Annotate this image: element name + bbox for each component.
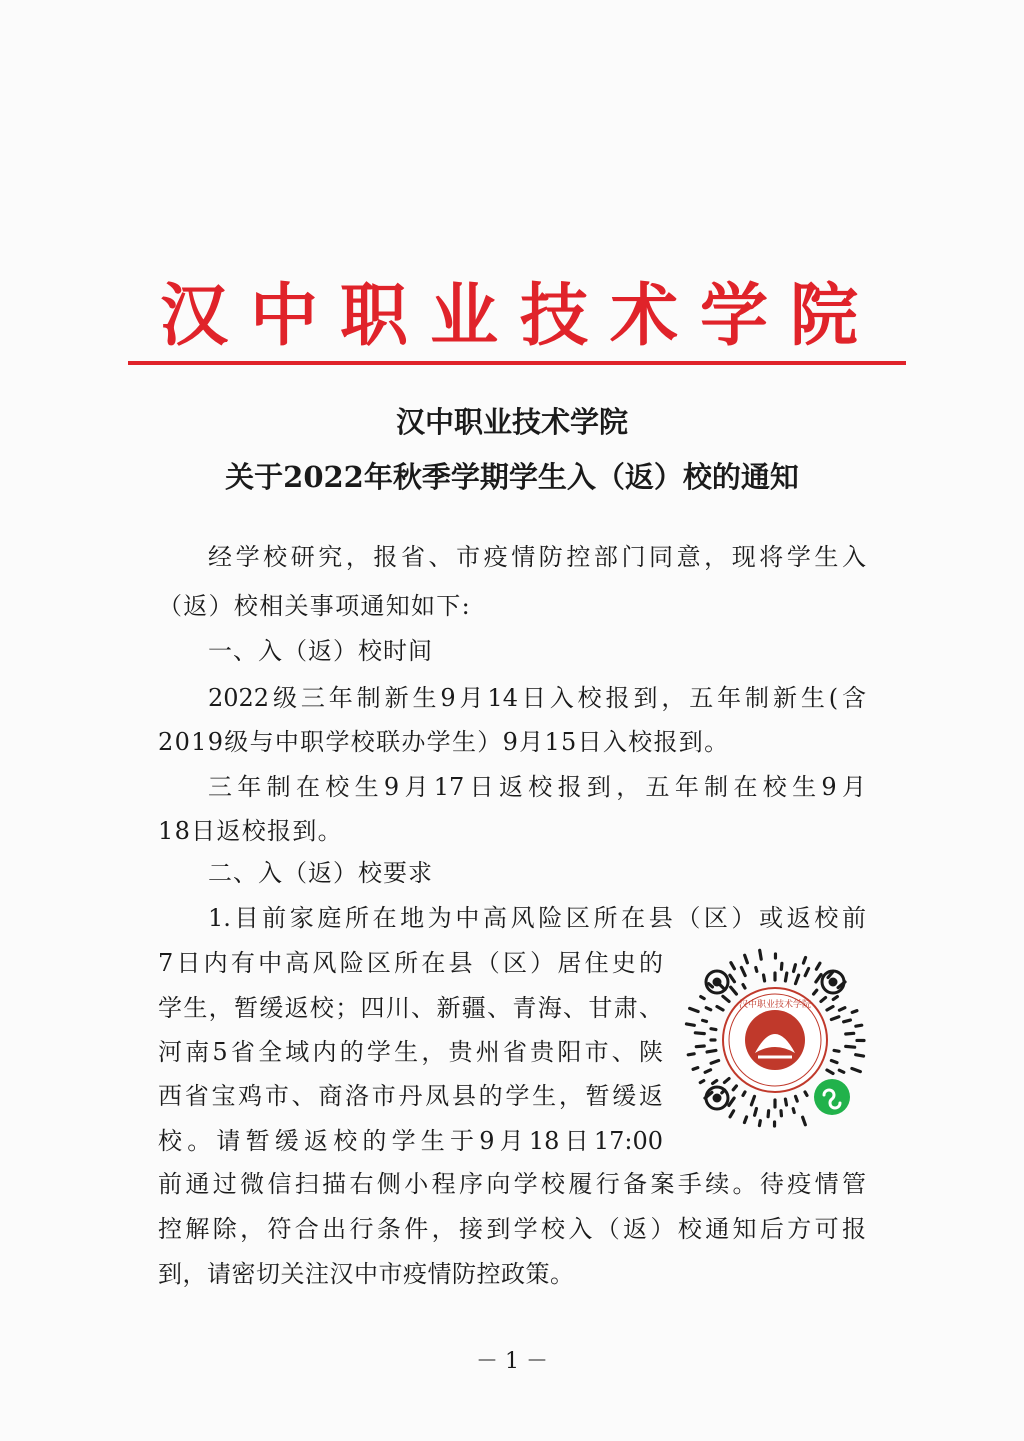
code-ray: [711, 1061, 719, 1064]
code-ray: [856, 1055, 864, 1056]
school-logo-text: 汉中职业技术学院: [738, 1000, 812, 1010]
wechat-miniprogram-icon: [814, 1079, 850, 1115]
page-number: － 1 －: [476, 1349, 548, 1374]
code-ray: [690, 1008, 698, 1011]
paragraph-line: 三年制在校生9月17日返校报到，五年制在校生9月: [208, 773, 866, 801]
code-ray: [703, 1020, 707, 1021]
code-ray: [693, 1068, 698, 1070]
code-ray: [701, 997, 704, 999]
code-ray: [793, 1109, 794, 1113]
code-finder-dot: [713, 1094, 722, 1103]
code-ray: [844, 1020, 851, 1022]
code-ray: [803, 1117, 806, 1125]
paragraph-line: 2022级三年制新生9月14日入校报到，五年制新生(含: [208, 684, 866, 712]
code-ray: [846, 1033, 854, 1034]
paragraph-line: 校。请暂缓返校的学生于9月18日17:00: [158, 1127, 663, 1155]
code-ray: [713, 1081, 717, 1084]
code-ray: [764, 975, 765, 981]
code-ray: [834, 1050, 839, 1051]
code-ray: [745, 955, 748, 963]
notice-title-line-2: 关于2022年秋季学期学生入（返）校的通知: [225, 460, 799, 494]
code-ray: [755, 1109, 757, 1116]
code-ray: [856, 1025, 862, 1026]
code-ray: [794, 965, 796, 972]
code-ray: [730, 1111, 734, 1117]
code-finder-dot: [713, 978, 722, 987]
code-ray: [839, 1070, 844, 1072]
code-ray: [803, 957, 805, 963]
code-ray: [731, 987, 737, 994]
wechat-miniprogram-code[interactable]: [680, 945, 870, 1135]
code-ray: [839, 1008, 844, 1011]
code-ray: [816, 975, 821, 982]
code-ray: [707, 1050, 716, 1052]
code-ray: [686, 1024, 694, 1025]
notice-title-line-1: 汉中职业技术学院: [395, 405, 628, 439]
code-ray: [705, 1070, 710, 1073]
masthead-title: 汉中职业技术学院: [159, 276, 880, 356]
code-ray: [760, 950, 762, 959]
code-ray: [724, 1079, 729, 1083]
paragraph-intro-line-2: （返）校相关事项通知如下:: [158, 592, 471, 620]
code-ray: [731, 963, 734, 969]
code-ray: [723, 996, 729, 1001]
code-ray: [805, 968, 808, 975]
code-ray: [730, 975, 735, 982]
code-ray: [696, 1046, 704, 1047]
code-ray: [711, 1029, 716, 1030]
paragraph-intro-line-1: 经学校研究，报省、市疫情防控部门同意，现将学生入: [208, 543, 866, 571]
code-ray: [709, 984, 713, 987]
paragraph-line: 前通过微信扫描右侧小程序向学校履行备案手续。待疫情管: [158, 1170, 866, 1198]
code-ray: [744, 1117, 746, 1123]
code-ray: [796, 1096, 798, 1101]
paragraph-line: 河南5省全域内的学生，贵州省贵阳市、陕: [158, 1038, 663, 1066]
paragraph-line: 2019级与中职学校联办学生）9月15日入校报到。: [158, 728, 730, 756]
code-ray: [741, 967, 745, 975]
code-ray: [717, 1007, 723, 1011]
code-ray: [695, 1033, 704, 1034]
code-ray: [831, 1061, 837, 1063]
code-ray: [852, 1011, 857, 1013]
code-ray: [700, 1081, 703, 1083]
section-heading-2: 二、入（返）校要求: [208, 859, 433, 887]
code-ray: [768, 1111, 769, 1117]
masthead-red-rule: [128, 361, 906, 365]
code-ray: [733, 1086, 736, 1090]
code-ray: [785, 1099, 786, 1105]
code-ray: [785, 973, 786, 981]
code-finder-dot: [829, 978, 838, 987]
paragraph-line: 1.目前家庭所在地为中高风险区所在县（区）或返校前: [208, 904, 866, 932]
code-ray: [827, 1007, 833, 1011]
section-heading-1: 一、入（返）校时间: [208, 637, 433, 665]
paragraph-line: 西省宝鸡市、商洛市丹凤县的学生，暂缓返: [158, 1082, 663, 1110]
code-ray: [751, 1096, 754, 1104]
code-ray: [706, 1008, 711, 1010]
code-ray: [852, 1068, 860, 1071]
paragraph-line: 学生，暂缓返校；四川、新疆、青海、甘肃、: [158, 994, 663, 1022]
code-ray: [743, 985, 745, 988]
code-ray: [805, 1092, 807, 1095]
code-ray: [743, 1092, 745, 1095]
code-ray: [688, 1054, 694, 1055]
paragraph-line: 18日返校报到。: [158, 817, 343, 845]
code-ray: [846, 1046, 855, 1047]
paragraph-line: 到，请密切关注汉中市疫情防控政策。: [158, 1260, 575, 1288]
code-ray: [796, 975, 799, 983]
code-ray: [759, 1121, 760, 1126]
code-ray: [831, 1017, 839, 1020]
code-ray: [816, 963, 820, 969]
code-ray: [827, 1070, 833, 1074]
code-ray: [833, 997, 837, 1000]
paragraph-line: 控解除，符合出行条件，接到学校入（返）校通知后方可报: [158, 1215, 866, 1243]
paragraph-line: 7日内有中高风险区所在县（区）居住史的: [158, 949, 663, 977]
code-ray: [821, 998, 826, 1002]
code-ray: [814, 990, 817, 994]
code-ray: [756, 968, 757, 972]
code-ray: [729, 1098, 734, 1105]
code-ray: [781, 963, 782, 969]
